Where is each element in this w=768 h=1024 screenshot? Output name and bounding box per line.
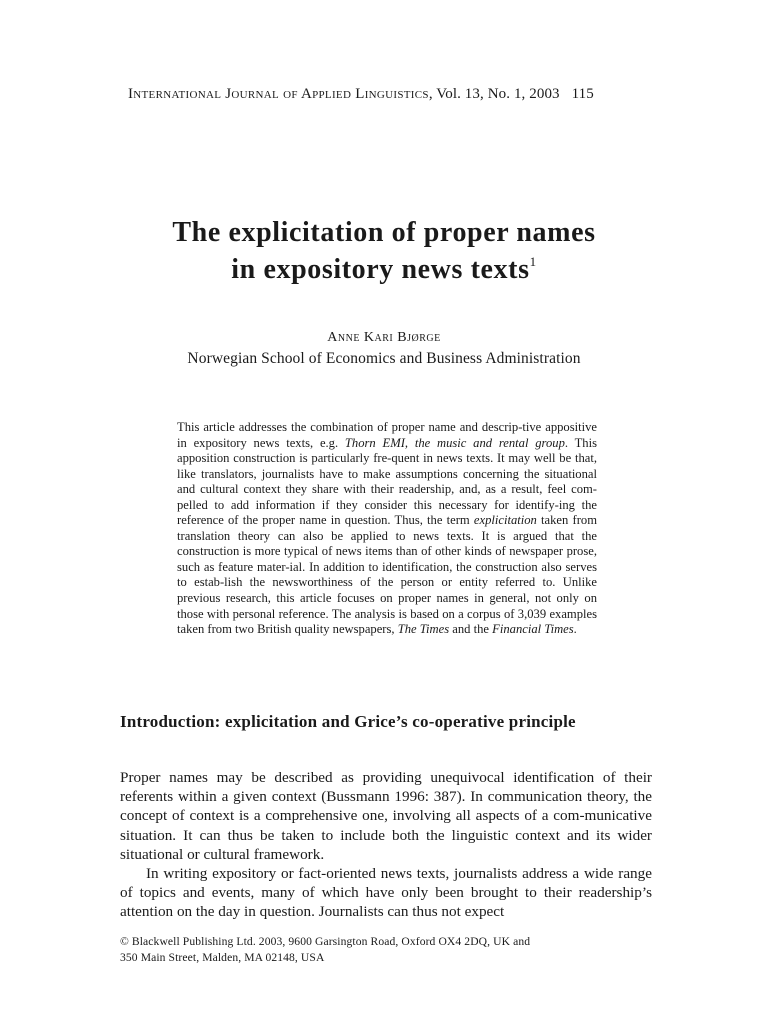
copyright-line-1: © Blackwell Publishing Ltd. 2003, 9600 Garsington Road, Oxford OX4 2DQ, UK and [120,935,531,948]
abstract-paragraph [177,420,597,638]
abstract-term: explicitation [473,513,537,528]
abstract-text: . This apposition construction is particularly fre-quent in news texts. It may well be that, like translators, journalists have to make assumptions concerning the situational and cultural context they share with their readership, and, as a result, feel com-pelled to add information if they consider this necessary for identify-ing the reference of the proper name in question. Thus, the term [177,435,597,528]
abstract-text: taken from translation theory can also be applied to news texts. It is argued that the construction is more typical of news items than of other kinds of newspaper prose, such as feature mater-ial. In addition to identification, the construction also serves to estab-lish the newsworthiness of the person or entity referred to. Unlike previous research, this article focuses on proper names in general, not only on those with personal reference. The analysis is based on a corpus of 3,039 examples taken from two British quality newspapers, [177,513,597,637]
abstract-newspaper: The Times [397,622,450,637]
body-paragraph-1: Proper names may be described as providing unequivocal identification of their referents within a given context (Bussmann 1996: 387). In communication theory, the concept of context is a comprehensive one, involving all aspects of a com-municative situation. It can thus be taken to include both the linguistic context and its wider situational or cultural framework. [120,769,652,863]
author-affiliation: Norwegian School of Economics and Business Administration [187,350,581,367]
abstract-text: and the [449,622,493,637]
body-paragraph-2: In writing expository or fact-oriented news texts, journalists address a wide range of topics and events, many of which have only been brought to their readership’s attention on the day in question. Journalists can thus not expect [120,865,652,921]
title-line-1: The explicitation of proper names [172,217,596,248]
section-heading: Introduction: explicitation and Grice’s co-operative principle [120,712,576,731]
abstract-example: Thorn EMI, the music and rental group [344,435,565,450]
volume-issue-year: , Vol. 13, No. 1, 2003 [428,86,560,102]
title-line-2 [100,251,668,288]
abstract-text: . [573,622,577,637]
author-name: Anne Kari Bjørge [327,330,441,345]
footnote-marker[interactable]: 1 [529,254,537,269]
copyright-footer [120,934,652,966]
article-title [100,214,668,288]
journal-name: International Journal of Applied Linguistics [128,86,429,102]
title-line-2-text: in expository news texts [231,254,530,285]
running-head [128,86,648,103]
body-text [120,768,652,922]
copyright-line-2: 350 Main Street, Malden, MA 02148, USA [120,951,325,964]
abstract-newspaper: Financial Times [492,622,574,637]
page-number: 115 [571,86,594,102]
abstract-text: This article addresses the combination of proper name and descrip-tive appositive in expository news texts, e.g. [177,420,597,450]
abstract [177,420,597,638]
